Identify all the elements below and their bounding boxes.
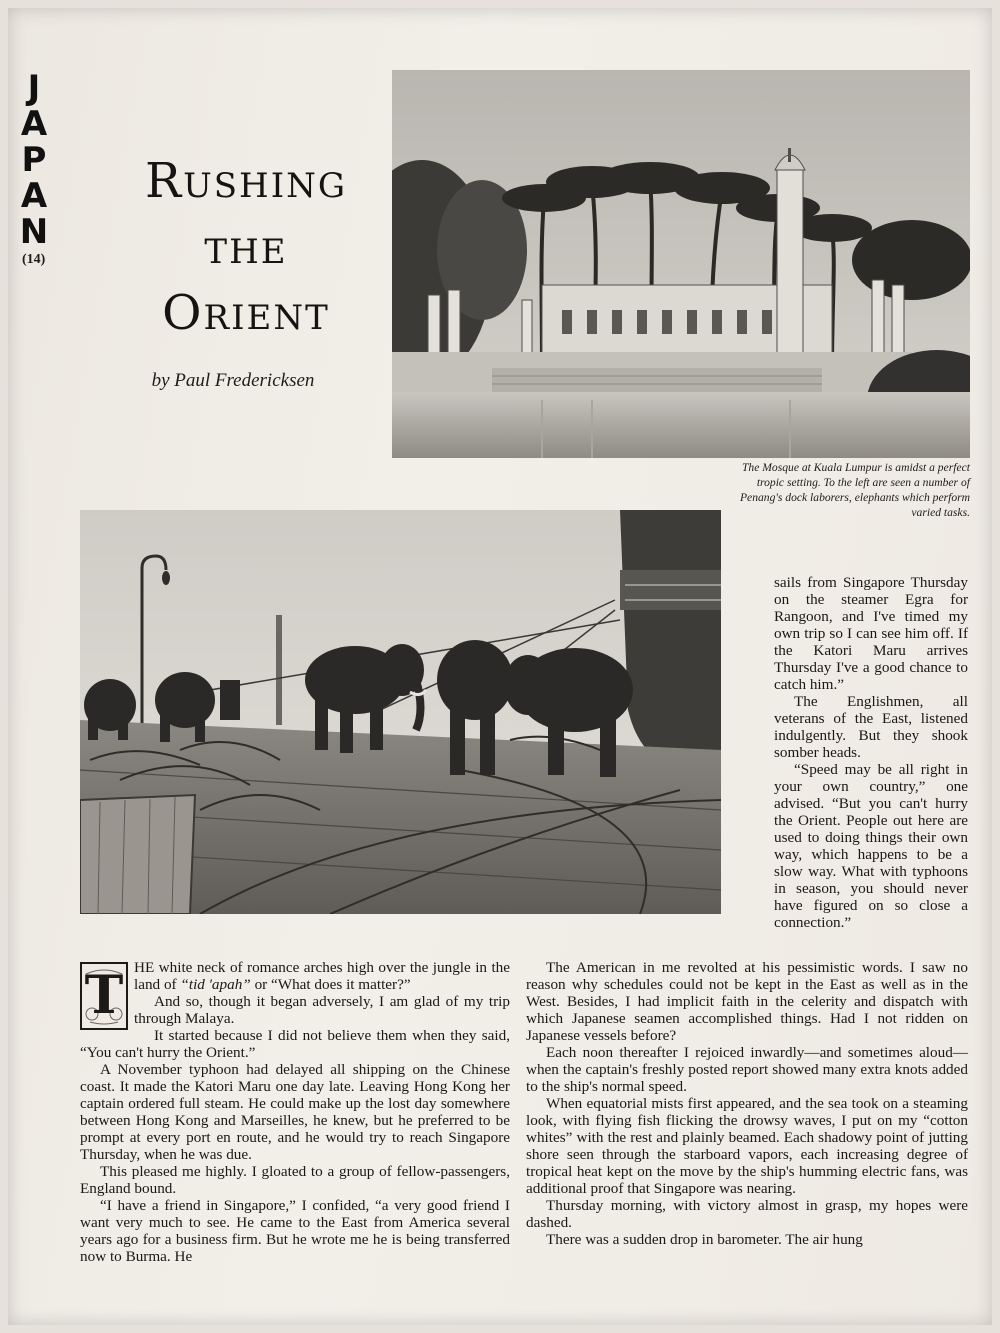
article-title	[106, 148, 386, 346]
paragraph: And so, though it began adversely, I am glad of my trip through Malaya.	[134, 993, 510, 1027]
drop-cap	[80, 962, 128, 1030]
article-column-left	[80, 959, 510, 1265]
title-line: the	[204, 219, 288, 275]
elephants-photo	[80, 510, 721, 914]
paragraph: “I have a friend in Singapore,” I confided, “a very good friend I want very much to see. He came to the East from America several years ago for a business firm. But he wrote me he is being transferred now to Burma. He	[80, 1197, 510, 1265]
paragraph: It started because I did not believe them when they said, “You can't hurry the Orient.”	[80, 1027, 510, 1061]
paragraph: This pleased me highly. I gloated to a group of fellow-passengers, England bound.	[80, 1163, 510, 1197]
magazine-name	[14, 70, 54, 250]
paragraph: The American in me revolted at his pessimistic words. I saw no reason why schedules could not be kept in the East as well as in the West. Besides, I had implicit faith in the celerity and dispatch with which Japanese seamen accomplished things. Had I not ridden on Japanese vessels before?	[526, 959, 968, 1044]
paragraph: sails from Singapore Thursday on the steamer Egra for Rangoon, and I've timed my own trip so I can see him off. If the Katori Maru arrives Thursday I've a good chance to catch him.”	[774, 574, 968, 693]
magazine-name-letter: A	[20, 176, 48, 216]
magazine-name-letter: J	[27, 68, 41, 108]
mosque-photo	[392, 70, 970, 458]
paragraph: A November typhoon had delayed all shipping on the Chinese coast. It made the Katori Maru one day late. Leaving Hong Kong her captain ordered full steam. He could make up the lost day somewhere between Hong Kong and Marseilles, he knew, but he preferred to be prompt at every port en route, and he would try to reach Singapore Thursday, when he was due.	[80, 1061, 510, 1163]
paragraph: There was a sudden drop in barometer. The air hung	[546, 1231, 863, 1248]
paragraph: The Englishmen, all veterans of the East, listened indulgently. But they shook somber heads.	[774, 693, 968, 761]
opening-text: HE white neck of romance arches high over the jungle in the land of	[134, 959, 510, 993]
byline: by Paul Fredericksen	[151, 370, 315, 391]
magazine-page	[8, 8, 992, 1325]
article-column-right-top	[774, 574, 968, 931]
magazine-name-letter: A	[20, 104, 48, 144]
paragraph: “Speed may be all right in your own country,” one advised. “But you can't hurry the Orient. People out here are used to doing things their own way, which happens to be a slow way. What with typhoons in season, you should never have figured on so close a connection.”	[774, 761, 968, 931]
opening-quote: “tid 'apah”	[180, 976, 251, 993]
title-line: Rushing	[144, 153, 348, 209]
paragraph: Each noon thereafter I rejoiced inwardly—and sometimes aloud—when the captain's freshly posted report showed many extra knots added to the ship's normal speed.	[526, 1044, 968, 1095]
paragraph: When equatorial mists first appeared, and the sea took on a steaming look, with flying fish flicking the drowsy waves, I put on my “cotton whites” with the rest and plainly beamed. Each shadowy point of jutting shore seen through the starboard vapors, each increasing degree of tropical heat kept on the move by the ship's humming electric fans, was additional proof that Singapore was nearing.	[526, 1095, 968, 1197]
magazine-name-letter: N	[19, 212, 49, 252]
page-number: (14)	[22, 252, 46, 267]
article-column-right	[526, 959, 968, 1248]
paragraph: Thursday morning, with victory almost in grasp, my hopes were dashed.	[526, 1197, 968, 1231]
drop-cap-letter: T	[84, 965, 124, 1026]
magazine-name-letter: P	[21, 140, 47, 180]
photo-caption: The Mosque at Kuala Lumpur is amidst a perfect tropic setting. To the left are seen a number of Penang's dock laborers, elephants which perform varied tasks.	[739, 461, 970, 519]
title-line: Orient	[162, 285, 330, 341]
opening-text-end: or “What does it matter?”	[250, 976, 411, 993]
